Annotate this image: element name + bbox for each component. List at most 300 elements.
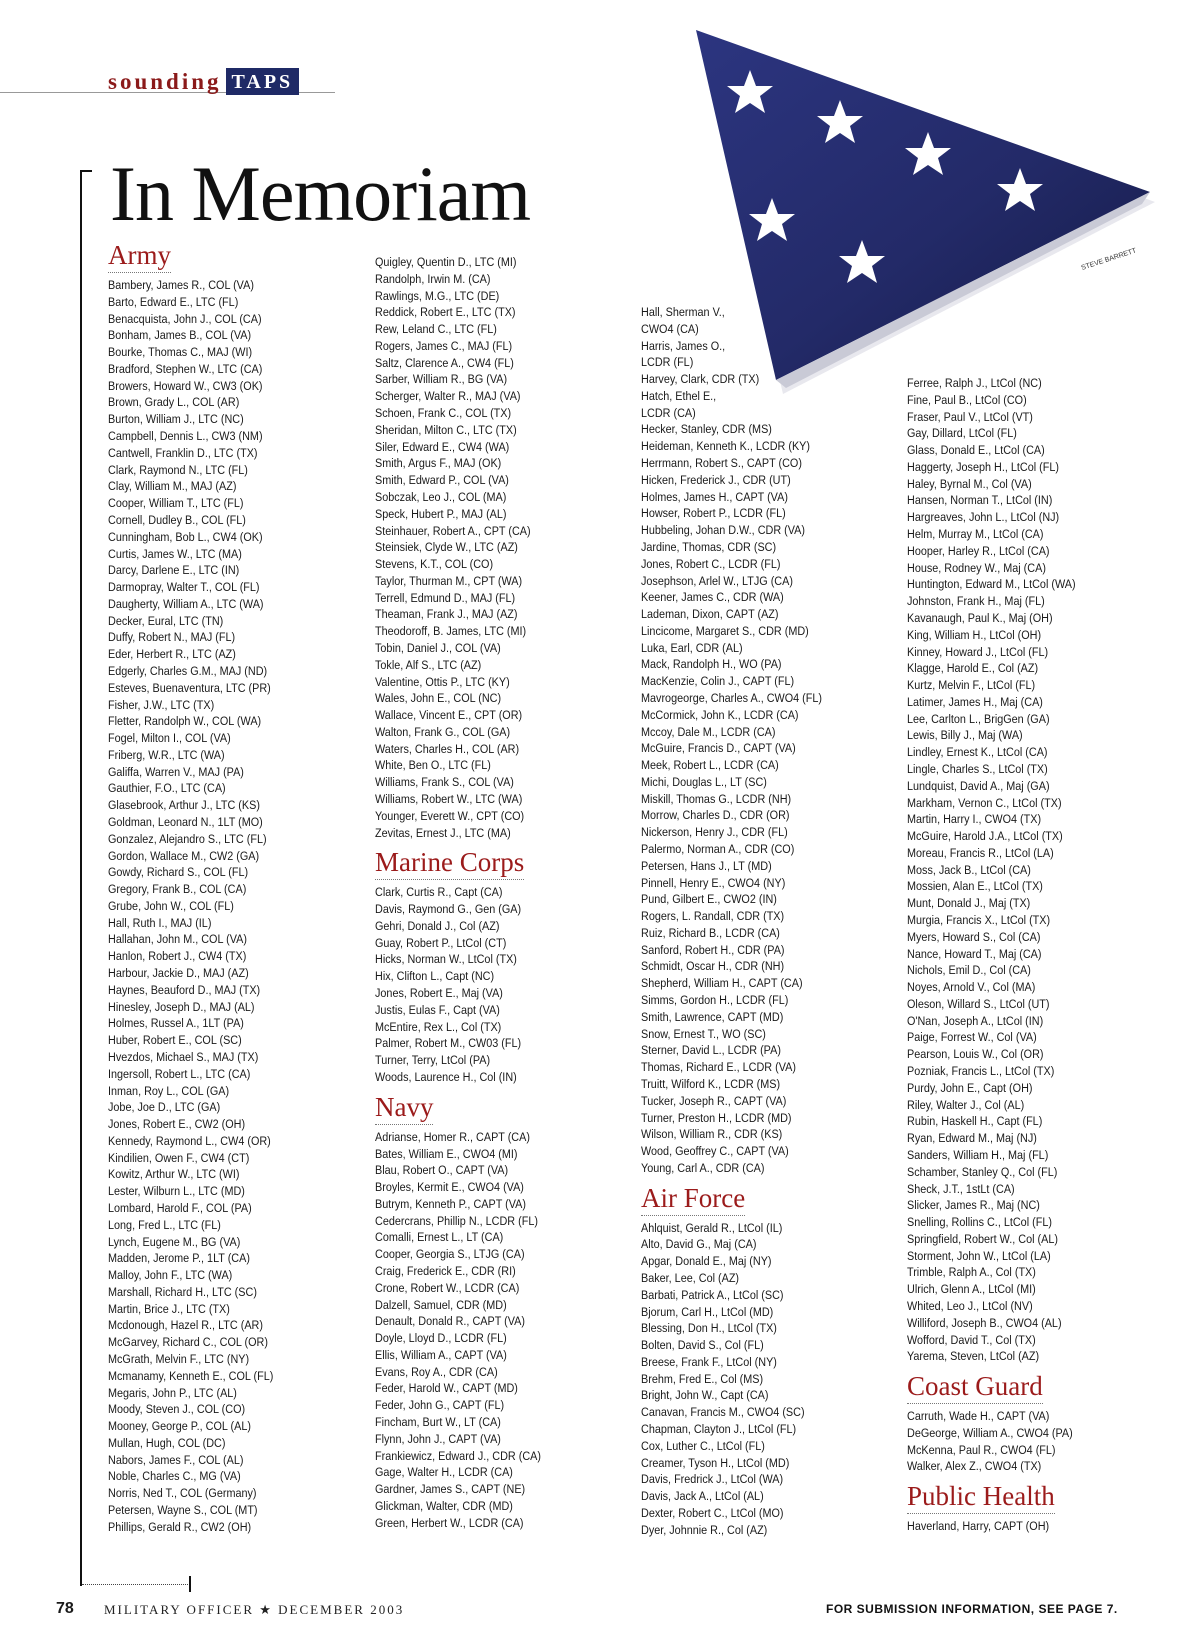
memorial-entry: Mavrogeorge, Charles A., CWO4 (FL) [641, 690, 823, 705]
memorial-entry: Darcy, Darlene E., LTC (IN) [108, 563, 240, 578]
memorial-entry: Browers, Howard W., CW3 (OK) [108, 378, 263, 393]
memorial-entry: Haverland, Harry, CAPT (OH) [907, 1519, 1050, 1534]
memorial-entry: Herrmann, Robert S., CAPT (CO) [641, 456, 802, 471]
memorial-entry: Sheck, J.T., 1stLt (CA) [907, 1181, 1015, 1196]
memorial-entry: McKenna, Paul R., CWO4 (FL) [907, 1442, 1056, 1457]
memorial-entry: Gonzalez, Alejandro S., LTC (FL) [108, 831, 267, 846]
memorial-entry: Theodoroff, B. James, LTC (MI) [375, 624, 527, 639]
memorial-entry: Frankiewicz, Edward J., CDR (CA) [375, 1448, 541, 1463]
memorial-entry: O'Nan, Joseph A., LtCol (IN) [907, 1013, 1044, 1028]
memorial-entry: Saltz, Clarence A., CW4 (FL) [375, 355, 514, 370]
memorial-entry: Rawlings, M.G., LTC (DE) [375, 288, 500, 303]
memorial-entry: Hooper, Harley R., LtCol (CA) [907, 543, 1050, 558]
memorial-entry: Huber, Robert E., COL (SC) [108, 1033, 242, 1048]
memorial-entry: Cooper, Georgia S., LTJG (CA) [375, 1247, 525, 1262]
memorial-entry: Hatch, Ethel E., [641, 388, 717, 403]
memorial-entry: Schamber, Stanley Q., Col (FL) [907, 1164, 1058, 1179]
memorial-entry: Long, Fred L., LTC (FL) [108, 1217, 221, 1232]
memorial-entry: Eder, Herbert R., LTC (AZ) [108, 647, 236, 662]
memorial-entry: Brown, Grady L., COL (AR) [108, 395, 240, 410]
army-list [108, 277, 296, 1536]
memorial-entry: Holmes, Russel A., 1LT (PA) [108, 1016, 244, 1031]
memorial-entry: Springfield, Robert W., Col (AL) [907, 1231, 1058, 1246]
memorial-entry: Fogel, Milton I., COL (VA) [108, 731, 231, 746]
memorial-entry: Glasebrook, Arthur J., LTC (KS) [108, 798, 260, 813]
memorial-entry: Simms, Gordon H., LCDR (FL) [641, 993, 789, 1008]
memorial-entry: Jones, Robert E., CW2 (OH) [108, 1117, 246, 1132]
memorial-entry: Sheridan, Milton C., LTC (TX) [375, 422, 517, 437]
memorial-entry: Davis, Raymond G., Gen (GA) [375, 902, 522, 917]
memorial-entry: Reddick, Robert E., LTC (TX) [375, 305, 516, 320]
marine-corps-heading: Marine Corps [375, 847, 524, 880]
memorial-entry: Jones, Robert C., LCDR (FL) [641, 556, 781, 571]
navy-list [375, 1129, 564, 1532]
memorial-entry: Nichols, Emil D., Col (CA) [907, 963, 1031, 978]
section-label-text: sounding [108, 68, 222, 94]
coast-guard-list [907, 1408, 1099, 1475]
memorial-entry: House, Rodney W., Maj (CA) [907, 560, 1046, 575]
memorial-entry: LCDR (CA) [641, 405, 696, 420]
memorial-entry: Ellis, William A., CAPT (VA) [375, 1347, 507, 1362]
memorial-entry: Theaman, Frank J., MAJ (AZ) [375, 607, 518, 622]
memorial-entry: Blau, Robert O., CAPT (VA) [375, 1163, 509, 1178]
memorial-entry: Alto, David G., Maj (CA) [641, 1237, 757, 1252]
memorial-entry: Lundquist, David A., Maj (GA) [907, 778, 1050, 793]
memorial-entry: Williford, Joseph B., CWO4 (AL) [907, 1315, 1062, 1330]
column-2 [375, 254, 564, 1531]
memorial-entry: Klagge, Harold E., Col (AZ) [907, 661, 1039, 676]
memorial-entry: MacKenzie, Colin J., CAPT (FL) [641, 674, 795, 689]
memorial-entry: Broyles, Kermit E., CWO4 (VA) [375, 1180, 524, 1195]
memorial-entry: Valentine, Ottis P., LTC (KY) [375, 674, 510, 689]
memorial-entry: Rogers, L. Randall, CDR (TX) [641, 909, 785, 924]
memorial-entry: Morrow, Charles D., CDR (OR) [641, 808, 790, 823]
memorial-entry: Wales, John E., COL (NC) [375, 691, 502, 706]
submission-note: FOR SUBMISSION INFORMATION, SEE PAGE 7. [826, 1602, 1118, 1616]
memorial-entry: Feder, Harold W., CAPT (MD) [375, 1381, 518, 1396]
memorial-entry: Hanlon, Robert J., CW4 (TX) [108, 949, 247, 964]
memorial-entry: Hvezdos, Michael S., MAJ (TX) [108, 1049, 259, 1064]
memorial-entry: Dalzell, Samuel, CDR (MD) [375, 1297, 507, 1312]
memorial-entry: Bradford, Stephen W., LTC (CA) [108, 361, 263, 376]
memorial-entry: Gage, Walter H., LCDR (CA) [375, 1465, 513, 1480]
memorial-entry: Petersen, Wayne S., COL (MT) [108, 1503, 258, 1518]
memorial-entry: Lingle, Charles S., LtCol (TX) [907, 761, 1048, 776]
memorial-entry: Cantwell, Franklin D., LTC (TX) [108, 445, 258, 460]
memorial-entry: Latimer, James H., Maj (CA) [907, 694, 1043, 709]
memorial-entry: Justis, Eulas F., Capt (VA) [375, 1002, 500, 1017]
memorial-entry: Denault, Donald R., CAPT (VA) [375, 1314, 525, 1329]
memorial-entry: Mullan, Hugh, COL (DC) [108, 1435, 226, 1450]
memorial-entry: Cooper, William T., LTC (FL) [108, 496, 244, 511]
memorial-entry: Waters, Charles H., COL (AR) [375, 741, 520, 756]
memorial-entry: Tucker, Joseph R., CAPT (VA) [641, 1093, 787, 1108]
memorial-entry: Apgar, Donald E., Maj (NY) [641, 1254, 772, 1269]
memorial-entry: Stevens, K.T., COL (CO) [375, 557, 494, 572]
memorial-entry: Hubbeling, Johan D.W., CDR (VA) [641, 523, 805, 538]
memorial-entry: Murgia, Francis X., LtCol (TX) [907, 913, 1051, 927]
memorial-entry: Lademan, Dixon, CAPT (AZ) [641, 607, 779, 622]
memorial-entry: Madden, Jerome P., 1LT (CA) [108, 1251, 250, 1266]
memorial-entry: Quigley, Quentin D., LTC (MI) [375, 255, 517, 269]
memorial-entry: Daugherty, William A., LTC (WA) [108, 596, 264, 611]
memorial-entry: Breese, Frank F., LtCol (NY) [641, 1354, 777, 1369]
memorial-entry: McGarvey, Richard C., COL (OR) [108, 1335, 268, 1350]
memorial-entry: Fisher, J.W., LTC (TX) [108, 697, 215, 712]
public-health-list [907, 1518, 1099, 1535]
margin-rule-tick [80, 170, 92, 172]
memorial-entry: Helm, Murray M., LtCol (CA) [907, 527, 1044, 542]
memorial-entry: Kindilien, Owen F., CW4 (CT) [108, 1150, 250, 1165]
air-force-list-continued [907, 375, 1099, 1365]
memorial-entry: White, Ben O., LTC (FL) [375, 758, 491, 773]
memorial-entry: Friberg, W.R., LTC (WA) [108, 747, 225, 762]
memorial-entry: Slicker, James R., Maj (NC) [907, 1198, 1040, 1213]
memorial-entry: Galiffa, Warren V., MAJ (PA) [108, 764, 244, 779]
memorial-entry: Ingersoll, Robert L., LTC (CA) [108, 1066, 251, 1081]
memorial-entry: Nance, Howard T., Maj (CA) [907, 946, 1042, 961]
memorial-entry: Pinnell, Henry E., CWO4 (NY) [641, 875, 786, 890]
memorial-entry: Gordon, Wallace M., CW2 (GA) [108, 848, 260, 863]
memorial-entry: Rew, Leland C., LTC (FL) [375, 322, 497, 337]
memorial-entry: Flynn, John J., CAPT (VA) [375, 1431, 501, 1446]
marine-corps-list [375, 884, 564, 1085]
memorial-entry: Myers, Howard S., Col (CA) [907, 929, 1041, 944]
memorial-entry: Lombard, Harold F., COL (PA) [108, 1200, 252, 1215]
memorial-entry: Phillips, Gerald R., CW2 (OH) [108, 1519, 252, 1534]
page-number: 78 [56, 1600, 74, 1617]
memorial-entry: Curtis, James W., LTC (MA) [108, 546, 242, 561]
memorial-entry: Mccoy, Dale M., LCDR (CA) [641, 724, 776, 739]
memorial-entry: Younger, Everett W., CPT (CO) [375, 808, 525, 823]
memorial-entry: CWO4 (CA) [641, 321, 699, 336]
memorial-entry: Mcmanamy, Kenneth E., COL (FL) [108, 1368, 274, 1383]
memorial-entry: Palermo, Norman A., CDR (CO) [641, 842, 795, 856]
memorial-entry: Gauthier, F.O., LTC (CA) [108, 781, 226, 796]
memorial-entry: McCormick, John K., LCDR (CA) [641, 707, 799, 722]
memorial-entry: Dexter, Robert C., LtCol (MO) [641, 1505, 784, 1520]
memorial-entry: Lewis, Billy J., Maj (WA) [907, 728, 1023, 743]
memorial-entry: Lester, Wilburn L., LTC (MD) [108, 1184, 245, 1199]
memorial-entry: Truitt, Wilford K., LCDR (MS) [641, 1076, 781, 1091]
memorial-entry: Smith, Lawrence, CAPT (MD) [641, 1009, 784, 1024]
memorial-entry: Marshall, Richard H., LTC (SC) [108, 1284, 257, 1299]
memorial-entry: Ferree, Ralph J., LtCol (NC) [907, 376, 1042, 390]
margin-rule [80, 170, 82, 1586]
memorial-entry: Wofford, David T., Col (TX) [907, 1332, 1036, 1347]
memorial-entry: Lindley, Ernest K., LtCol (CA) [907, 745, 1048, 760]
memorial-entry: Craig, Frederick E., CDR (RI) [375, 1263, 516, 1278]
public-health-heading: Public Health [907, 1481, 1055, 1514]
memorial-entry: Woods, Laurence H., Col (IN) [375, 1069, 517, 1084]
memorial-entry: Fincham, Burt W., LT (CA) [375, 1415, 501, 1429]
memorial-entry: Chapman, Clayton J., LtCol (FL) [641, 1422, 797, 1436]
memorial-entry: Markham, Vernon C., LtCol (TX) [907, 795, 1062, 810]
memorial-entry: Guay, Robert P., LtCol (CT) [375, 935, 507, 950]
memorial-entry: Fraser, Paul V., LtCol (VT) [907, 409, 1033, 424]
army-heading: Army [108, 240, 171, 273]
memorial-entry: Turner, Terry, LtCol (PA) [375, 1053, 491, 1068]
memorial-entry: Ahlquist, Gerald R., LtCol (IL) [641, 1220, 783, 1235]
memorial-entry: Feder, John G., CAPT (FL) [375, 1398, 505, 1413]
memorial-entry: Harvey, Clark, CDR (TX) [641, 372, 760, 387]
memorial-entry: Gowdy, Richard S., COL (FL) [108, 865, 249, 880]
memorial-entry: Siler, Edward E., CW4 (WA) [375, 439, 510, 454]
memorial-entry: Whited, Leo J., LtCol (NV) [907, 1298, 1033, 1313]
memorial-entry: Bolten, David S., Col (FL) [641, 1338, 764, 1353]
memorial-entry: Clay, William M., MAJ (AZ) [108, 479, 237, 494]
army-list-continued [375, 254, 564, 841]
memorial-entry: Luka, Earl, CDR (AL) [641, 640, 743, 655]
memorial-entry: Harris, James O., [641, 338, 726, 353]
memorial-entry: Clark, Raymond N., LTC (FL) [108, 462, 248, 477]
memorial-entry: Zevitas, Ernest J., LTC (MA) [375, 825, 511, 840]
memorial-entry: Randolph, Irwin M. (CA) [375, 271, 491, 286]
memorial-entry: Jardine, Thomas, CDR (SC) [641, 539, 777, 554]
memorial-entry: Bonham, James B., COL (VA) [108, 328, 252, 343]
bottom-rule-tick [189, 1576, 191, 1592]
memorial-entry: Grube, John W., COL (FL) [108, 898, 234, 913]
page-title: In Memoriam [110, 150, 531, 237]
memorial-entry: Haley, Byrnal M., Col (VA) [907, 476, 1032, 491]
memorial-entry: Clark, Curtis R., Capt (CA) [375, 885, 503, 900]
memorial-entry: Hix, Clifton L., Capt (NC) [375, 969, 495, 984]
memorial-entry: Lee, Carlton L., BrigGen (GA) [907, 711, 1050, 726]
memorial-entry: Harbour, Jackie D., MAJ (AZ) [108, 966, 249, 981]
memorial-entry: Haggerty, Joseph H., LtCol (FL) [907, 459, 1059, 474]
memorial-entry: Nabors, James F., COL (AL) [108, 1452, 244, 1467]
memorial-entry: Esteves, Buenaventura, LTC (PR) [108, 680, 271, 695]
memorial-entry: Goldman, Leonard N., 1LT (MO) [108, 815, 263, 829]
memorial-entry: Palmer, Robert M., CW03 (FL) [375, 1036, 522, 1051]
memorial-entry: Tobin, Daniel J., COL (VA) [375, 640, 501, 655]
memorial-entry: King, William H., LtCol (OH) [907, 627, 1042, 642]
memorial-entry: Ruiz, Richard B., LCDR (CA) [641, 925, 780, 940]
memorial-entry: Kinney, Howard J., LtCol (FL) [907, 644, 1049, 659]
memorial-entry: Gregory, Frank B., COL (CA) [108, 882, 247, 897]
memorial-entry: Sobczak, Leo J., COL (MA) [375, 489, 507, 504]
memorial-entry: Noble, Charles C., MG (VA) [108, 1469, 241, 1484]
memorial-entry: Dyer, Johnnie R., Col (AZ) [641, 1522, 768, 1537]
memorial-entry: Doyle, Lloyd D., LCDR (FL) [375, 1331, 507, 1346]
memorial-entry: Glickman, Walter, CDR (MD) [375, 1498, 513, 1513]
memorial-entry: Tokle, Alf S., LTC (AZ) [375, 657, 482, 672]
column-1 [108, 240, 296, 1536]
memorial-entry: Heideman, Kenneth K., LCDR (KY) [641, 439, 811, 454]
memorial-entry: Rogers, James C., MAJ (FL) [375, 338, 513, 353]
memorial-entry: Burton, William J., LTC (NC) [108, 412, 244, 427]
memorial-entry: Oleson, Willard S., LtCol (UT) [907, 996, 1050, 1011]
memorial-entry: Hall, Ruth I., MAJ (IL) [108, 915, 212, 930]
section-badge: TAPS [226, 68, 300, 95]
memorial-entry: Carruth, Wade H., CAPT (VA) [907, 1409, 1050, 1424]
memorial-entry: Bjorum, Carl H., LtCol (MD) [641, 1304, 774, 1319]
memorial-entry: Howser, Robert P., LCDR (FL) [641, 506, 786, 521]
memorial-entry: Steinsiek, Clyde W., LTC (AZ) [375, 540, 518, 555]
memorial-entry: Steinhauer, Robert A., CPT (CA) [375, 523, 531, 538]
memorial-entry: Scherger, Walter R., MAJ (VA) [375, 389, 521, 404]
memorial-entry: Bourke, Thomas C., MAJ (WI) [108, 345, 253, 360]
memorial-entry: Snow, Ernest T., WO (SC) [641, 1026, 766, 1041]
memorial-entry: Riley, Walter J., Col (AL) [907, 1097, 1025, 1112]
memorial-entry: Martin, Harry I., CWO4 (TX) [907, 812, 1042, 827]
memorial-entry: Shepherd, William H., CAPT (CA) [641, 976, 803, 991]
memorial-entry: Holmes, James H., CAPT (VA) [641, 489, 788, 504]
memorial-entry: Hicken, Frederick J., CDR (UT) [641, 472, 791, 487]
section-label [108, 68, 299, 95]
memorial-entry: Pearson, Louis W., Col (OR) [907, 1047, 1044, 1062]
memorial-entry: Cornell, Dudley B., COL (FL) [108, 512, 246, 527]
memorial-entry: Benacquista, John J., COL (CA) [108, 311, 262, 326]
memorial-entry: Williams, Robert W., LTC (WA) [375, 792, 523, 806]
memorial-entry: Turner, Preston H., LCDR (MD) [641, 1110, 792, 1125]
memorial-entry: Trimble, Ralph A., Col (TX) [907, 1265, 1036, 1280]
memorial-entry: Young, Carl A., CDR (CA) [641, 1160, 765, 1175]
memorial-entry: Schoen, Frank C., COL (TX) [375, 406, 512, 421]
memorial-entry: Johnston, Frank H., Maj (FL) [907, 594, 1045, 609]
memorial-entry: Megaris, John P., LTC (AL) [108, 1385, 237, 1400]
memorial-entry: Michi, Douglas L., LT (SC) [641, 774, 767, 789]
memorial-entry: Wood, Geoffrey C., CAPT (VA) [641, 1144, 789, 1159]
memorial-entry: Jobe, Joe D., LTC (GA) [108, 1100, 221, 1115]
memorial-entry: Hallahan, John M., COL (VA) [108, 932, 247, 947]
memorial-entry: Mcdonough, Hazel R., LTC (AR) [108, 1318, 263, 1333]
memorial-entry: Kennedy, Raymond L., CW4 (OR) [108, 1133, 271, 1148]
memorial-entry: Josephson, Arlel W., LTJG (CA) [641, 573, 793, 588]
memorial-entry: Ryan, Edward M., Maj (NJ) [907, 1131, 1037, 1146]
memorial-entry: Meek, Robert L., LCDR (CA) [641, 758, 779, 773]
memorial-entry: McGuire, Francis D., CAPT (VA) [641, 741, 796, 756]
memorial-entry: Martin, Brice J., LTC (TX) [108, 1301, 230, 1316]
memorial-entry: Norris, Ned T., COL (Germany) [108, 1486, 257, 1501]
memorial-entry: Sanford, Robert H., CDR (PA) [641, 942, 785, 957]
memorial-entry: Walker, Alex Z., CWO4 (TX) [907, 1459, 1042, 1474]
memorial-entry: Keener, James C., CDR (WA) [641, 590, 784, 605]
memorial-entry: Lynch, Eugene M., BG (VA) [108, 1234, 241, 1249]
memorial-entry: Schmidt, Oscar H., CDR (NH) [641, 959, 785, 974]
memorial-entry: Haynes, Beauford D., MAJ (TX) [108, 982, 261, 997]
memorial-entry: Pund, Gilbert E., CWO2 (IN) [641, 892, 777, 907]
memorial-entry: Huntington, Edward M., LtCol (WA) [907, 577, 1076, 592]
memorial-entry: Hargreaves, John L., LtCol (NJ) [907, 510, 1060, 525]
memorial-entry: Evans, Roy A., CDR (CA) [375, 1364, 498, 1379]
memorial-entry: Sanders, William H., Maj (FL) [907, 1147, 1049, 1162]
memorial-entry: Bambery, James R., COL (VA) [108, 278, 254, 292]
memorial-entry: Smith, Argus F., MAJ (OK) [375, 456, 502, 471]
memorial-entry: Brehm, Fred E., Col (MS) [641, 1371, 764, 1386]
memorial-entry: Mossien, Alan E., LtCol (TX) [907, 879, 1043, 894]
memorial-entry: Gardner, James S., CAPT (NE) [375, 1482, 526, 1497]
memorial-entry: Campbell, Dennis L., CW3 (NM) [108, 429, 263, 444]
memorial-entry: Rubin, Haskell H., Capt (FL) [907, 1114, 1043, 1129]
memorial-entry: Sarber, William R., BG (VA) [375, 372, 508, 387]
memorial-entry: Kowitz, Arthur W., LTC (WI) [108, 1167, 240, 1182]
memorial-entry: Yarema, Steven, LtCol (AZ) [907, 1349, 1040, 1364]
memorial-entry: Storment, John W., LtCol (LA) [907, 1248, 1051, 1263]
memorial-entry: Crone, Robert W., LCDR (CA) [375, 1280, 520, 1295]
memorial-entry: Edgerly, Charles G.M., MAJ (ND) [108, 663, 268, 678]
memorial-entry: Gehri, Donald J., Col (AZ) [375, 918, 500, 933]
coast-guard-heading: Coast Guard [907, 1371, 1043, 1404]
memorial-entry: Thomas, Richard E., LCDR (VA) [641, 1060, 796, 1075]
memorial-entry: Hall, Sherman V., [641, 305, 725, 319]
memorial-entry: Moreau, Francis R., LtCol (LA) [907, 845, 1054, 860]
memorial-entry: Hinesley, Joseph D., MAJ (AL) [108, 999, 255, 1014]
memorial-entry: Speck, Hubert P., MAJ (AL) [375, 506, 507, 521]
memorial-entry: Adrianse, Homer R., CAPT (CA) [375, 1129, 530, 1144]
memorial-entry: Decker, Eural, LTC (TN) [108, 613, 224, 628]
bottom-dotted-rule [82, 1584, 190, 1585]
memorial-entry: Walton, Frank G., COL (GA) [375, 724, 511, 739]
navy-list-continued [641, 304, 847, 1177]
memorial-entry: Moss, Jack B., LtCol (CA) [907, 862, 1031, 877]
memorial-entry: Terrell, Edmund D., MAJ (FL) [375, 590, 516, 605]
memorial-entry: Kurtz, Melvin F., LtCol (FL) [907, 678, 1036, 693]
memorial-entry: Comalli, Ernest L., LT (CA) [375, 1230, 504, 1245]
air-force-list [641, 1220, 847, 1539]
memorial-entry: McEntire, Rex L., Col (TX) [375, 1019, 502, 1034]
memorial-entry: Fine, Paul B., LtCol (CO) [907, 392, 1027, 407]
memorial-entry: Jones, Robert E., Maj (VA) [375, 986, 503, 1001]
memorial-entry: Taylor, Thurman M., CPT (WA) [375, 573, 523, 588]
memorial-entry: Wilson, William R., CDR (KS) [641, 1127, 783, 1142]
memorial-entry: Mooney, George P., COL (AL) [108, 1419, 251, 1434]
memorial-entry: Fletter, Randolph W., COL (WA) [108, 714, 262, 729]
column-3 [641, 304, 847, 1538]
memorial-entry: Hansen, Norman T., LtCol (IN) [907, 493, 1053, 508]
column-4 [907, 375, 1099, 1535]
memorial-entry: Barbati, Patrick A., LtCol (SC) [641, 1287, 784, 1302]
memorial-entry: Bates, William E., CWO4 (MI) [375, 1146, 518, 1161]
memorial-entry: Bright, John W., Capt (CA) [641, 1388, 769, 1403]
memorial-entry: Inman, Roy L., COL (GA) [108, 1083, 230, 1098]
memorial-entry: Cox, Luther C., LtCol (FL) [641, 1438, 765, 1453]
memorial-entry: Sterner, David L., LCDR (PA) [641, 1043, 781, 1058]
memorial-entry: LCDR (FL) [641, 355, 694, 370]
memorial-entry: Snelling, Rollins C., LtCol (FL) [907, 1215, 1052, 1230]
photo-credit: STEVE BARRETT [1080, 247, 1138, 272]
memorial-entry: Davis, Jack A., LtCol (AL) [641, 1489, 764, 1504]
memorial-entry: Canavan, Francis M., CWO4 (SC) [641, 1405, 805, 1420]
memorial-entry: McGuire, Harold J.A., LtCol (TX) [907, 829, 1063, 844]
memorial-entry: DeGeorge, William A., CWO4 (PA) [907, 1425, 1073, 1440]
memorial-entry: Davis, Fredrick J., LtCol (WA) [641, 1472, 784, 1487]
memorial-entry: Moody, Steven J., COL (CO) [108, 1402, 246, 1417]
memorial-entry: Ulrich, Glenn A., LtCol (MI) [907, 1282, 1036, 1297]
memorial-entry: Noyes, Arnold V., Col (MA) [907, 980, 1036, 995]
memorial-entry: Williams, Frank S., COL (VA) [375, 775, 514, 790]
memorial-entry: Hicks, Norman W., LtCol (TX) [375, 952, 517, 967]
memorial-entry: Malloy, John F., LTC (WA) [108, 1268, 233, 1283]
memorial-entry: Cunningham, Bob L., CW4 (OK) [108, 529, 263, 544]
memorial-entry: Creamer, Tyson H., LtCol (MD) [641, 1455, 790, 1470]
memorial-entry: Smith, Edward P., COL (VA) [375, 473, 509, 488]
air-force-heading: Air Force [641, 1183, 745, 1216]
memorial-entry: Miskill, Thomas G., LCDR (NH) [641, 791, 792, 806]
memorial-entry: Wallace, Vincent E., CPT (OR) [375, 708, 523, 723]
publication-line: MILITARY OFFICER ★ DECEMBER 2003 [104, 1602, 405, 1617]
memorial-entry: Lincicome, Margaret S., CDR (MD) [641, 623, 809, 638]
memorial-entry: Barto, Edward E., LTC (FL) [108, 294, 239, 309]
navy-heading: Navy [375, 1092, 433, 1125]
memorial-entry: Blessing, Don H., LtCol (TX) [641, 1321, 777, 1336]
memorial-entry: Petersen, Hans J., LT (MD) [641, 858, 772, 873]
memorial-entry: Glass, Donald E., LtCol (CA) [907, 443, 1045, 458]
memorial-entry: Darmopray, Walter T., COL (FL) [108, 580, 260, 595]
memorial-entry: Hecker, Stanley, CDR (MS) [641, 422, 772, 437]
memorial-entry: Baker, Lee, Col (AZ) [641, 1270, 740, 1285]
memorial-entry: Nickerson, Henry J., CDR (FL) [641, 825, 788, 840]
